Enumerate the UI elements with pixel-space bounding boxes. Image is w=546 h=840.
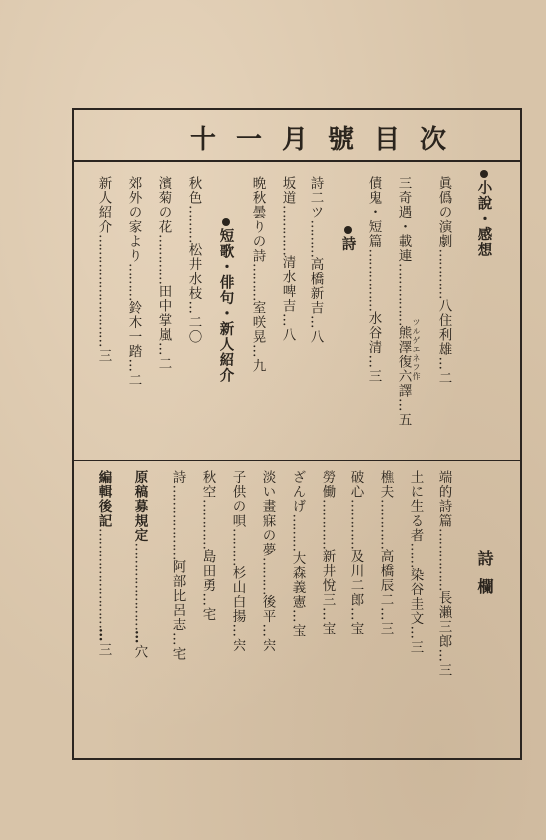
toc-entry[interactable]: 濱菊の花…………田中掌嵐…二 xyxy=(155,176,172,371)
section-heading-shiran: 詩欄 xyxy=(475,550,494,606)
toc-entry[interactable]: 樵夫…………高橋辰二…三 xyxy=(377,470,394,636)
toc-entry[interactable]: 債鬼・短篇……………水谷清…三 xyxy=(365,176,382,384)
toc-entry[interactable]: 破心…………及川二郎…宝 xyxy=(347,470,364,636)
toc-entry[interactable]: 郊外の家より………鈴木一踏…二 xyxy=(125,176,142,388)
toc-entry[interactable]: 土に生る者……染谷圭文…三 xyxy=(407,470,424,655)
toc-entry[interactable]: 新人紹介………………………三 xyxy=(95,176,112,363)
toc-entry[interactable]: 坂道…………清水啤吉…八 xyxy=(279,176,296,342)
toc-entry[interactable]: 子供の唄………杉山白揚…宍 xyxy=(229,470,246,653)
section-heading-tanka: 短歌・俳句・新人紹介 xyxy=(218,218,233,383)
bullet-icon xyxy=(480,170,488,178)
toc-entry[interactable]: 編輯後記………………………三 xyxy=(95,470,112,657)
toc-entry[interactable]: ざんげ………大森義憲…宝 xyxy=(289,470,306,638)
bullet-icon xyxy=(344,226,352,234)
toc-entry[interactable]: 詩二ツ………高橋新吉…八 xyxy=(307,176,324,344)
section-heading-poetry: 詩 xyxy=(340,226,355,252)
toc-entry[interactable]: 三奇遇・載連……………熊澤復六譯…五 xyxy=(395,176,412,427)
toc-entry[interactable]: 詩………………阿部比呂志…宅 xyxy=(169,470,186,661)
toc-entry[interactable]: 勞働…………新井悅三…宝 xyxy=(319,470,336,636)
title-box xyxy=(74,110,520,162)
toc-entry[interactable]: 淡い畫寐の夢………後平…宍 xyxy=(259,470,276,653)
toc-entry[interactable]: 秋色………松井水枝…二〇 xyxy=(185,176,202,344)
toc-entry[interactable]: 原稿募規定……………………穴 xyxy=(131,470,148,659)
section-heading-novels: 小說・感想 xyxy=(476,170,491,258)
page-title: 十一月號目次 xyxy=(189,125,466,155)
toc-entry[interactable]: 端的詩篇……………長瀨三郎…三 xyxy=(435,470,452,678)
toc-entry[interactable]: 眞僞の演劇…………八住利雄…二 xyxy=(435,176,452,386)
section-divider xyxy=(74,460,520,461)
toc-entry[interactable]: 秋空…………島田勇…宅 xyxy=(199,470,216,622)
bullet-icon xyxy=(222,218,230,226)
translator-ruby: ツルゲエネフ作 xyxy=(412,318,421,381)
toc-entry[interactable]: 晩秋曇りの詩………室咲晃…九 xyxy=(249,176,266,373)
